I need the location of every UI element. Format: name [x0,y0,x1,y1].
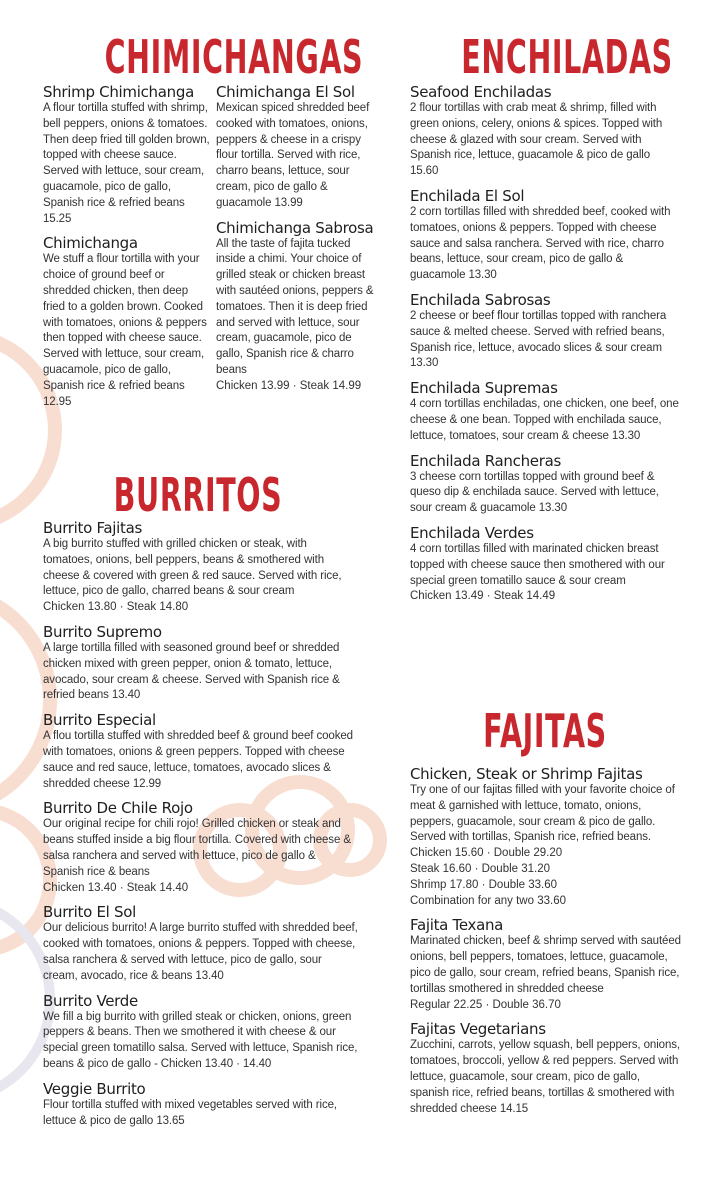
item-name: Fajitas Vegetarians [410,1020,546,1039]
menu-item [410,291,680,372]
menu-item [410,524,680,605]
item-name: Seafood Enchiladas [410,83,552,101]
burritos-title: BURRITOS [113,468,283,522]
burritos-section [40,468,356,522]
item-price: Chicken 15.60 · Double 29.20 [410,847,563,860]
menu-item [43,903,359,984]
chimichangas-right-column [216,83,376,402]
item-name: Burrito Verde [43,991,138,1010]
menu-item [410,1020,682,1117]
item-name: Burrito Supremo [43,622,162,641]
item-price: Combination for any two 33.60 [410,894,566,907]
item-price: Chicken 13.80 · Steak 14.80 [43,601,189,614]
enchiladas-title: ENCHILADAS [461,30,673,84]
menu-item [216,83,376,212]
item-description: 2 corn tortillas filled with shredded beef, cooked with tomatoes, onions & peppers. Topped with cheese sauce and salsa ranchera. Served with rice, charro beans, lettuce, sour cream, pico de gallo & guacamole 13.30 [410,205,671,282]
item-description: Flour tortilla stuffed with mixed vegetables served with rice, lettuce & pico de gallo 13.65 [43,1098,337,1127]
item-description: A flou tortilla stuffed with shredded beef & ground beef cooked with tomatoes, onions & green peppers. Topped with cheese sauce and red sauce, lettuce, tomatoes, avocado slices & shredded cheese 12.99 [43,730,353,790]
item-description: 2 cheese or beef flour tortillas topped with ranchera sauce & melted cheese. Served with refried beans, Spanish rice, lettuce, avocado slices & sour cream 13.30 [410,309,667,370]
menu-item [43,623,359,704]
menu-item [410,765,682,909]
item-name: Burrito De Chile Rojo [43,799,193,818]
menu-item [43,992,359,1073]
menu-item [410,379,680,444]
item-description: A large tortilla filled with seasoned ground beef or shredded chicken mixed with green pepper, onion & tomato, lettuce, avocado, sour cream & cheese. Served with Spanish rice & refried beans 13.40 [43,641,340,702]
item-price: Chicken 13.49 · Steak 14.49 [410,590,556,603]
menu-item [43,1080,359,1130]
item-name: Shrimp Chimichanga [43,83,194,101]
burritos-column [43,519,359,1136]
item-price: Regular 22.25 · Double 36.70 [410,998,561,1011]
item-description: 3 cheese corn tortillas topped with ground beef & queso dip & enchilada sauce. Served with lettuce, sour cream & guacamole 13.30 [410,470,659,515]
menu-item [43,83,211,227]
enchiladas-section [410,30,680,84]
item-name: Burrito El Sol [43,903,136,922]
item-description: A flour tortilla stuffed with shrimp, bell peppers, onions & tomatoes. Then deep fried till golden brown, topped with cheese sauce. Served with lettuce, sour cream, guacamole, pico de gallo, Spanish rice & refried beans 15.25 [43,102,210,225]
item-description: Our original recipe for chili rojo! Grilled chicken or steak and beans stuffed inside a big flour tortilla. Covered with cheese & salsa ranchera and served with lettuce, pico de gallo & Spanish rice & beans [43,818,351,878]
fajitas-column [410,765,682,1124]
enchiladas-column [410,83,680,612]
chimichangas-section [40,30,380,84]
menu-item [43,519,359,616]
item-name: Veggie Burrito [43,1079,146,1098]
item-name: Chimichanga El Sol [216,83,355,101]
item-description: 4 corn tortillas filled with marinated chicken breast topped with cheese sauce then smothered with our special green tomatillo sauce & sour cream [410,542,665,587]
menu-item [216,219,376,395]
menu-item [43,799,359,896]
item-description: Our delicious burrito! A large burrito stuffed with shredded beef, cooked with tomatoes, onions & peppers. Topped with cheese, salsa ranchera & served with lettuce, pico de gallo, sour cream, avocado, rice & beans 13.40 [43,922,358,982]
item-name: Enchilada Supremas [410,379,558,398]
menu-item [43,711,359,792]
chimichangas-title: CHIMICHANGAS [104,30,364,84]
item-name: Chimichanga Sabrosa [216,218,374,237]
item-description: We stuff a flour tortilla with your choice of ground beef or shredded chicken, then deep fried to a golden brown. Cooked with tomatoes, onions & peppers then topped with cheese sauce. Served with lettuce, sour cream, guacamole, pico de gallo, Spanish rice & refried beans 12.95 [43,253,207,408]
item-name: Fajita Texana [410,916,504,935]
fajitas-title: FAJITAS [483,704,607,758]
item-name: Burrito Especial [43,711,156,730]
item-price: Chicken 13.40 · Steak 14.40 [43,881,189,894]
item-name: Chimichanga [43,234,138,253]
item-name: Enchilada Rancheras [410,451,561,470]
fajitas-section [410,704,680,758]
item-description: Marinated chicken, beef & shrimp served with sautéed onions, bell peppers, tomatoes, lettuce, guacamole, pico de gallo, sour cream, refried beans, Spanish rice, tortillas smothered in shredded cheese [410,935,681,995]
item-name: Chicken, Steak or Shrimp Fajitas [410,765,643,783]
menu-item [43,234,211,410]
item-description: We fill a big burrito with grilled steak or chicken, onions, green peppers & beans. Then we smothered it with cheese & our special green tomatillo salsa. Served with lettuce, Spanish rice, beans & pico de gallo - Chicken 13.40 · 14.40 [43,1010,358,1070]
item-price: Steak 16.60 · Double 31.20 [410,862,551,875]
menu-item [410,452,680,517]
item-name: Enchilada Sabrosas [410,290,551,309]
chimichangas-left-column [43,83,211,417]
item-description: 4 corn tortillas enchiladas, one chicken, one beef, one cheese & one bean. Topped with enchilada sauce, lettuce, tomatoes, sour cream & cheese 13.30 [410,398,679,442]
item-name: Enchilada El Sol [410,186,525,205]
item-name: Enchilada Verdes [410,523,534,542]
item-price: Shrimp 17.80 · Double 33.60 [410,878,558,891]
item-description: A big burrito stuffed with grilled chicken or steak, with tomatoes, onions, bell peppers, beans & smothered with cheese & covered with green & red sauce. Served with rice, lettuce, pico de gallo, charred beans & sour cream [43,538,342,598]
item-name: Burrito Fajitas [43,519,143,537]
menu-item [410,187,680,284]
item-description: All the taste of fajita tucked inside a chimi. Your choice of grilled steak or chicken breast with sautéed onions, peppers & tomatoes. Then it is deep fried and served with lettuce, sour cream, guacamole, pico de gallo, Spanish rice & charro beans [216,237,374,376]
item-description: Mexican spiced shredded beef cooked with tomatoes, onions, peppers & cheese in a crispy flour tortilla. Served with rice, charro beans, lettuce, sour cream, pico de gallo & guacamole 13.99 [216,102,370,209]
item-description: Try one of our fajitas filled with your favorite choice of meat & garnished with lettuce, tomato, onions, peppers, guacamole, sour cream & pico de gallo. Served with tortillas, Spanish rice, refried beans. [410,784,675,844]
menu-item [410,83,680,180]
item-description: 2 flour tortillas with crab meat & shrimp, filled with green onions, celery, onions & spices. Topped with cheese & glazed with sour cream. Served with Spanish rice, lettuce, guacamole & pico de gallo 15.60 [410,102,663,178]
item-description: Zucchini, carrots, yellow squash, bell peppers, onions, tomatoes, broccoli, yellow & red peppers. Served with lettuce, guacamole, sour cream, pico de gallo, spanish rice, refried beans, tortillas & smothered with shredded cheese 14.15 [410,1039,681,1115]
menu-item [410,916,682,1013]
item-price: Chicken 13.99 · Steak 14.99 [216,379,362,392]
